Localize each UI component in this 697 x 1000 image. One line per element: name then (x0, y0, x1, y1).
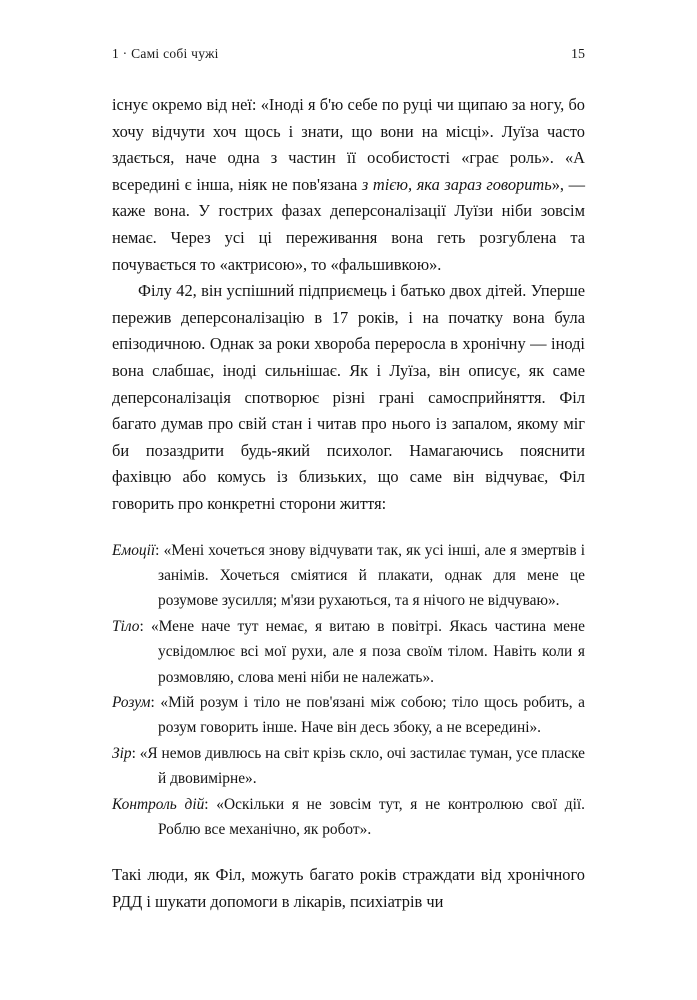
list-item-term: Емоції (112, 541, 156, 559)
list-item-text: : «Мене наче тут немає, я витаю в повітрі. Якась частина мене усвідомлює всі мої рухи, але я поза своїм тілом. Навіть коли я розмовляю, слова мені ніби не належать». (139, 617, 585, 686)
list-item-term: Розум (112, 693, 151, 711)
page-body (112, 92, 585, 916)
list-item (112, 690, 585, 741)
list-item (112, 792, 585, 843)
running-head: 1 · Самі собі чужі (112, 46, 219, 61)
list-item-term: Зір (112, 744, 132, 762)
paragraph-1-part-a: існує окремо від неї: «Іноді я б'ю себе по руці чи щипаю за ногу, бо хочу відчути хоч щось і знати, що вони на місці». Луїза часто здається, наче одна з частин її особистості «грає роль». «А всередині є інша, ніяк не пов'язана (112, 95, 585, 194)
paragraph-2: Філу 42, він успішний підприємець і батько двох дітей. Уперше пережив деперсоналізацію в 17 років, і на початку вона була епізодичною. Однак за роки хвороба переросла в хронічну — іноді вона слабшає, іноді сильнішає. Як і Луїза, він описує, як саме деперсоналізація спотворює різні грані самосприйняття. Філ багато думав про свій стан і читав про нього із запалом, якому міг би позаздрити будь-який психолог. Намагаючись пояснити фахівцю або комусь із близьких, що саме він відчуває, Філ говорить про конкретні сторони життя: (112, 281, 585, 513)
page-header (112, 46, 585, 66)
paragraph-1-part-b: », — каже вона. У гострих фазах деперсоналізації Луїзи ніби зовсім немає. Через усі ці переживання вона геть розгублена та почувається то «актрисою», то «фальшивкою». (112, 174, 586, 274)
list-item (112, 741, 585, 792)
paragraph-1-italic: з тією, яка зараз говорить (361, 174, 552, 194)
paragraph-3: Такі люди, як Філ, можуть багато років страждати від хронічного РДД і шукати допомоги в лікарів, психіатрів чи (112, 865, 585, 911)
paragraph-1 (112, 92, 585, 278)
list-item-term: Тіло (112, 617, 140, 635)
page-number: 15 (571, 47, 585, 62)
list-item-text: : «Мій розум і тіло не пов'язані між собою; тіло щось робить, а розум говорить інше. Наче він десь збоку, а не всередині». (150, 693, 585, 737)
list-item (112, 538, 585, 614)
list-item-term: Контроль дій (112, 795, 205, 813)
list-item-text: : «Я немов дивлюсь на світ крізь скло, очі застилає туман, усе пласке й двовимірне». (131, 744, 585, 788)
list-item-text: : «Оскільки я не зовсім тут, я не контролюю свої дії. Роблю все механічно, як робот». (158, 795, 585, 838)
list-item (112, 614, 585, 690)
symptom-list (112, 538, 585, 843)
list-item-text: : «Мені хочеться знову відчувати так, як усі інші, але я змертвів і занімів. Хочеться сміятися й плакати, однак для мене це розумове зусилля; м'язи рухаються, та я нічого не відчуваю». (155, 541, 585, 610)
